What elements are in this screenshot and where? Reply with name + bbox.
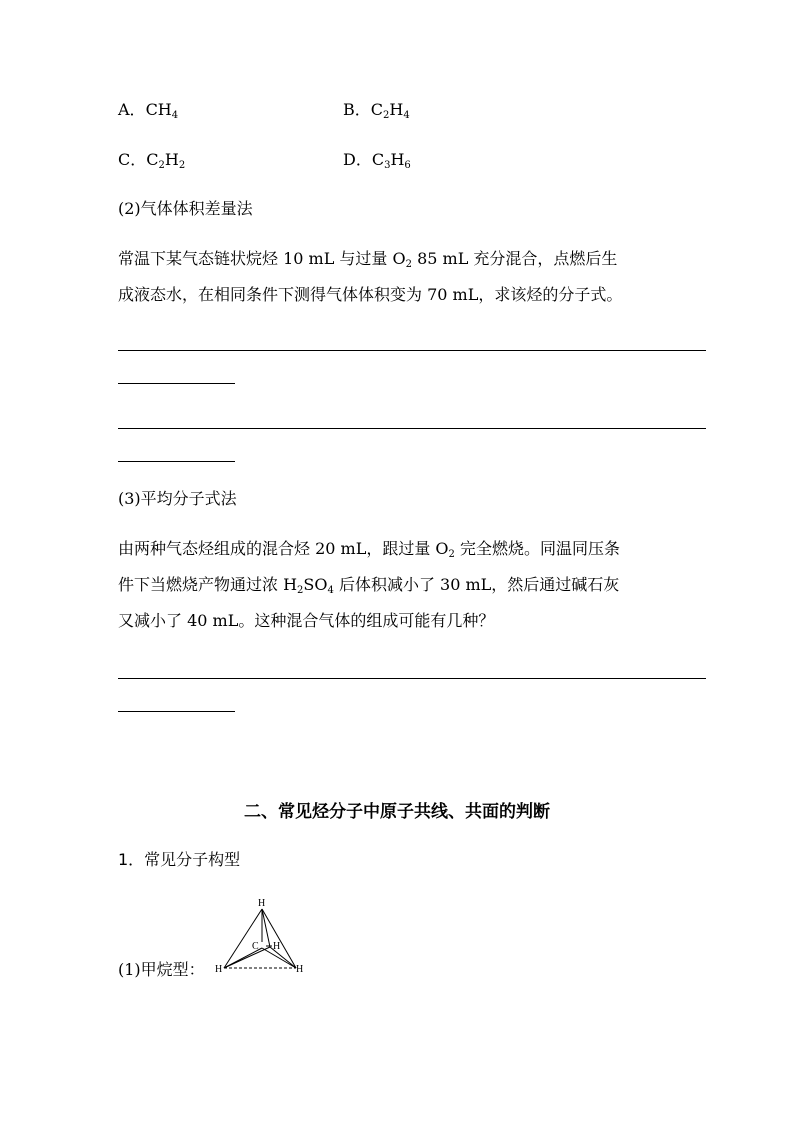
answer-line (118, 678, 706, 679)
choice-b: B．$C_2H_4$ (343, 100, 410, 121)
section2-line2: 成液态水，在相同条件下测得气体体积变为 70 mL，求该烃的分子式。 (118, 285, 623, 304)
choice-a: A．$CH_4$ (118, 100, 179, 121)
answer-line-short (118, 711, 235, 712)
section3-line2: 件下当燃烧产物通过浓 $H_2SO_4$ 后体积减小了 30 mL，然后通过碱石灰 (118, 575, 620, 596)
section2-title: (2)气体体积差量法 (118, 199, 253, 218)
section3-line3: 又减小了 40 mL。这种混合气体的组成可能有几种？ (118, 611, 495, 630)
answer-line-short (118, 461, 235, 462)
atom-h-top: H (258, 898, 266, 909)
section3-line1: 由两种气态烃组成的混合烃 20 mL，跟过量 $O_2$ 完全燃烧。同温同压条 (118, 539, 621, 560)
atom-h-right: H (296, 964, 304, 975)
atom-h-left: H (215, 964, 223, 975)
part2-heading: 二、常见烃分子中原子共线、共面的判断 (244, 802, 550, 822)
section3-title: (3)平均分子式法 (118, 489, 237, 508)
atom-h-inner: H (273, 941, 281, 952)
section2-line1: 常温下某气态链状烷烃 10 mL 与过量 $O_2$ 85 mL 充分混合，点燃后生 (118, 249, 618, 270)
methane-structure-diagram (210, 892, 320, 982)
answer-line-short (118, 383, 235, 384)
choice-c: C．$C_2H_2$ (118, 150, 186, 171)
atom-c: C (252, 941, 259, 952)
answer-line (118, 428, 706, 429)
subsection-title: 1．常见分子构型 (118, 850, 241, 869)
methane-label: (1)甲烷型： (118, 960, 205, 979)
choice-d: D．$C_3H_6$ (343, 150, 411, 171)
answer-line (118, 350, 706, 351)
